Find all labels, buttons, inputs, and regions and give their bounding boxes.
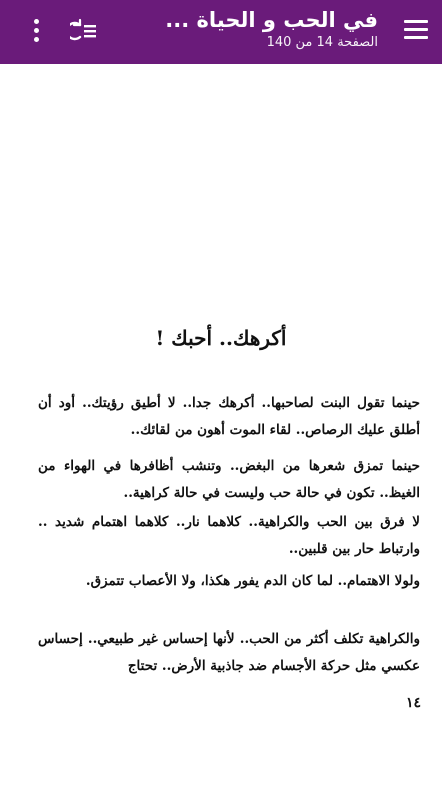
table-of-contents-icon[interactable]	[70, 17, 100, 45]
book-page[interactable]	[0, 64, 442, 800]
more-vertical-icon[interactable]	[30, 19, 42, 45]
book-title: في الحب و الحياة ...	[165, 8, 378, 32]
page-number: ١٤	[406, 695, 422, 711]
paragraph-3: لا فرق بين الحب والكراهية.. كلاهما نار.. كلاهما اهتمام شديد .. وارتباط حار بين قلبين..	[38, 514, 420, 557]
paragraph-4: ولولا الاهتمام.. لما كان الدم يفور هكذا، ولا الأعصاب تتمزق.	[85, 573, 420, 589]
paragraph-5: والكراهية تكلف أكثر من الحب.. لأنها إحساس غير طبيعي.. إحساس عكسي مثل حركة الأجسام ضد جاذبية الأرض.. تحتاج	[38, 631, 420, 674]
paragraph-2: حينما تمزق شعرها من البغض.. وتنشب أظافرها في الهواء من الغيظ.. تكون في حالة حب وليست في حالة كراهية..	[38, 458, 420, 501]
paragraph-1: حينما تقول البنت لصاحبها.. أكرهك جدا.. لا أطيق رؤيتك.. أود أن أطلق عليك الرصاص.. لقاء الموت أهون من لقائك..	[38, 395, 420, 438]
hamburger-menu-icon[interactable]	[404, 20, 428, 42]
app-bar	[0, 0, 442, 64]
page-indicator: الصفحة 14 من 140	[266, 35, 378, 50]
title-block	[148, 6, 378, 52]
chapter-heading: أكرهك.. أحبك !	[155, 326, 287, 350]
